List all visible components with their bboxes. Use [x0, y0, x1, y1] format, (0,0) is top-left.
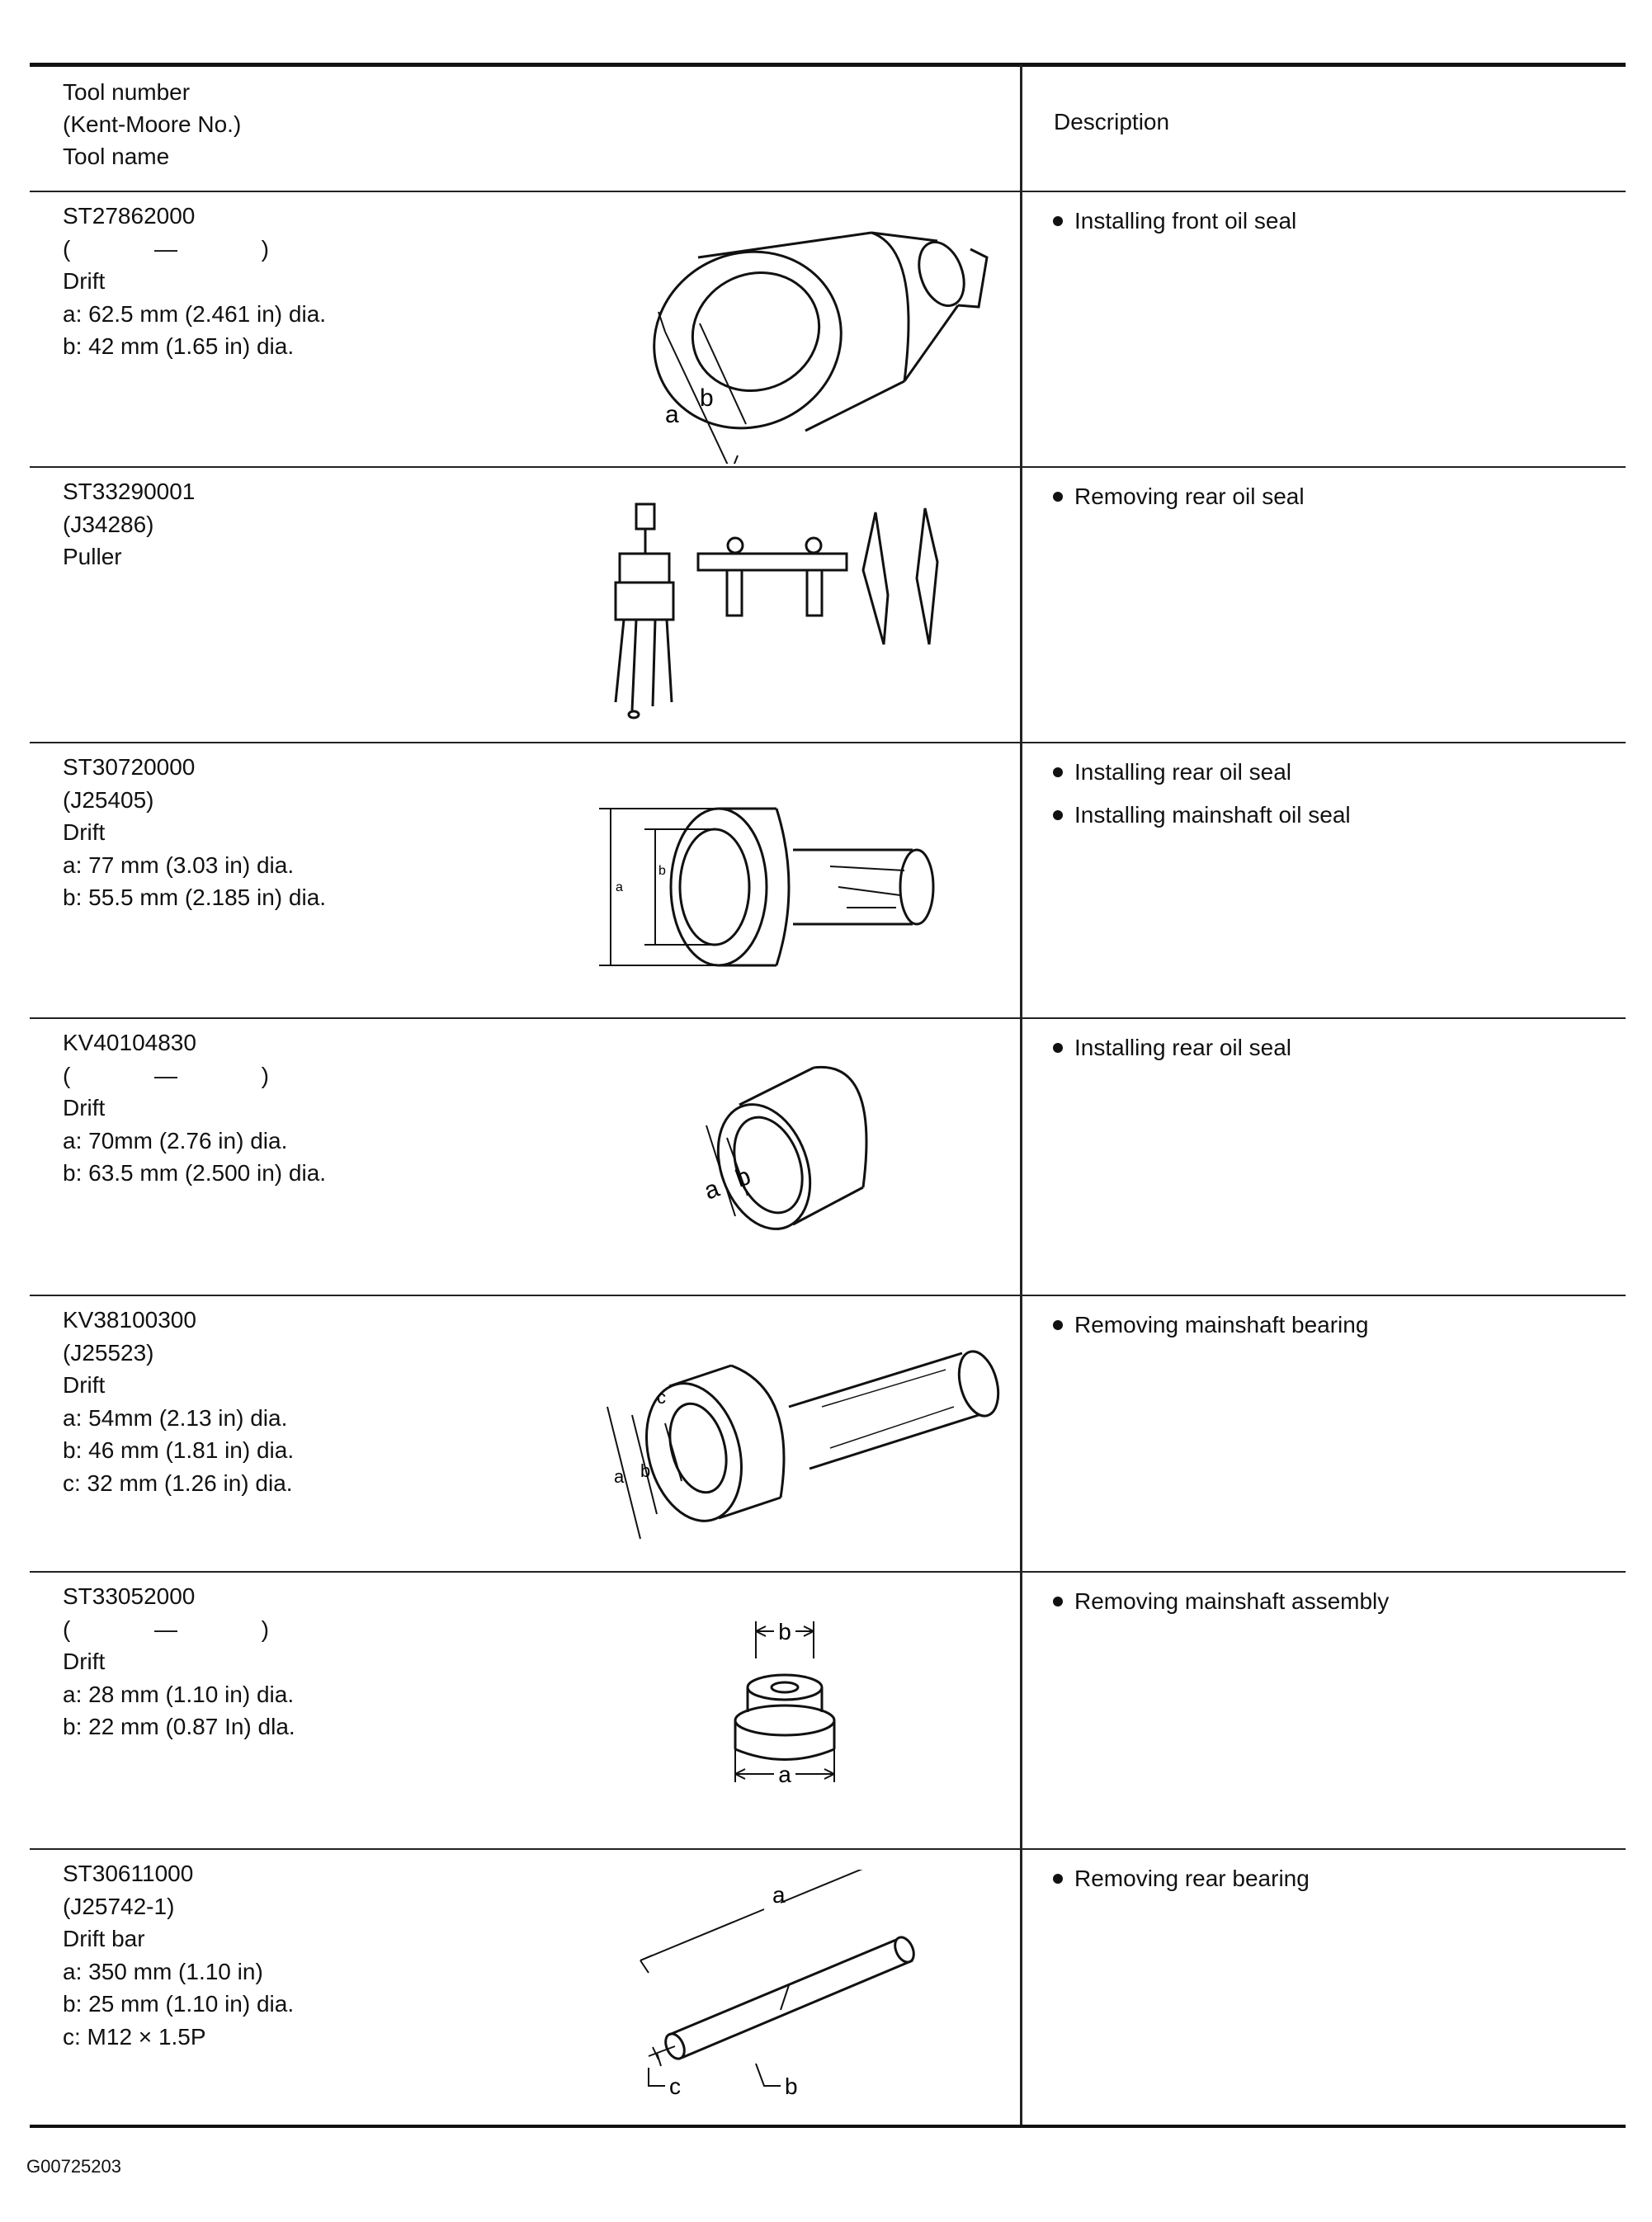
- tool-info: [63, 1026, 326, 1190]
- tool-row: [30, 1018, 1626, 1293]
- tool-info: [63, 1580, 295, 1743]
- tool-name: Drift: [63, 268, 106, 294]
- tool-name: Drift: [63, 1649, 106, 1674]
- dim-label-b: b: [700, 384, 714, 412]
- bullet-icon: [1053, 1597, 1063, 1606]
- tool-spec: b: 63.5 mm (2.500 in) dia.: [63, 1160, 327, 1186]
- dim-label-c: c: [669, 2073, 681, 2099]
- drift-bar-drawing: [624, 1870, 970, 2109]
- description-item: Installing rear oil seal: [1053, 1026, 1291, 1069]
- kent-moore-number: ( — ): [63, 1616, 269, 1642]
- tool-spec: b: 42 mm (1.65 in) dia.: [63, 333, 295, 359]
- tool-spec: a: 350 mm (1.10 in): [63, 1958, 263, 1984]
- figure-id: G00725203: [26, 2156, 121, 2177]
- description-item: Installing rear oil seal: [1053, 751, 1351, 794]
- bullet-icon: [1053, 216, 1063, 226]
- tool-number: ST33052000: [63, 1583, 196, 1609]
- tool-descriptions: [1053, 200, 1296, 243]
- tool-descriptions: [1053, 475, 1305, 518]
- tool-spec: c: M12 × 1.5P: [63, 2023, 206, 2050]
- tool-descriptions: [1053, 1580, 1389, 1623]
- tool-number: ST30611000: [63, 1861, 194, 1886]
- puller-drawing: [591, 496, 1003, 735]
- tool-number: ST30720000: [63, 754, 196, 780]
- tool-row: [30, 191, 1626, 466]
- tool-name: Drift bar: [63, 1926, 145, 1951]
- description-column-header: Description: [1054, 109, 1170, 134]
- dim-label-a: a: [701, 1174, 724, 1205]
- bullet-icon: [1053, 767, 1063, 777]
- tool-spec: b: 46 mm (1.81 in) dia.: [63, 1437, 295, 1463]
- dim-label-c: c: [657, 1387, 666, 1408]
- bullet-icon: [1053, 492, 1063, 502]
- dim-label-b: b: [785, 2073, 798, 2099]
- table-top-rule: [30, 63, 1626, 67]
- drift-drawing: [599, 804, 1012, 994]
- header-tool-name: Tool name: [63, 144, 170, 169]
- dim-label-a: a: [665, 401, 679, 428]
- description-item: Installing mainshaft oil seal: [1053, 794, 1351, 837]
- tool-info: [63, 200, 326, 363]
- tool-spec: c: 32 mm (1.26 in) dia.: [63, 1470, 293, 1496]
- tool-info: [63, 475, 195, 573]
- tool-spec: a: 77 mm (3.03 in) dia.: [63, 852, 295, 878]
- tool-info: [63, 1857, 294, 2053]
- header-tool-number: Tool number: [63, 79, 191, 105]
- tool-spec: b: 55.5 mm (2.185 in) dia.: [63, 885, 327, 910]
- bullet-icon: [1053, 810, 1063, 820]
- drift-drawing: [607, 208, 1020, 464]
- dim-label-b: b: [640, 1460, 651, 1481]
- drift-drawing: [673, 1051, 921, 1274]
- tool-row: [30, 1572, 1626, 1847]
- tool-name: Drift: [63, 1095, 106, 1120]
- bullet-icon: [1053, 1320, 1063, 1330]
- description-item: Removing mainshaft assembly: [1053, 1580, 1389, 1623]
- kent-moore-number: (J25742-1): [63, 1893, 175, 1919]
- drift-drawing: [574, 1324, 1020, 1564]
- tool-spec: b: 25 mm (1.10 in) dia.: [63, 1991, 295, 2017]
- table-bottom-rule: [30, 2125, 1626, 2128]
- tool-number: ST33290001: [63, 479, 196, 504]
- dim-label-b: b: [658, 864, 666, 878]
- drift-drawing: [706, 1613, 871, 1811]
- tool-name: Puller: [63, 544, 122, 569]
- kent-moore-number: ( — ): [63, 235, 269, 262]
- description-item: Removing mainshaft bearing: [1053, 1304, 1368, 1347]
- bullet-icon: [1053, 1043, 1063, 1053]
- dim-label-b: b: [778, 1619, 791, 1644]
- tool-descriptions: [1053, 1304, 1368, 1347]
- tool-spec: b: 22 mm (0.87 In) dla.: [63, 1714, 295, 1739]
- tool-number: ST27862000: [63, 203, 196, 229]
- tool-number: KV40104830: [63, 1030, 196, 1055]
- tool-info: [63, 751, 326, 914]
- dim-label-a: a: [772, 1882, 786, 1908]
- kent-moore-number: (J25405): [63, 786, 154, 813]
- tool-descriptions: [1053, 1857, 1310, 1900]
- tool-spec: a: 28 mm (1.10 in) dia.: [63, 1681, 295, 1707]
- description-item: Removing rear oil seal: [1053, 475, 1305, 518]
- tool-name: Drift: [63, 819, 106, 845]
- tool-row: [30, 1849, 1626, 2124]
- kent-moore-number: (J25523): [63, 1339, 154, 1366]
- tool-spec: a: 54mm (2.13 in) dia.: [63, 1404, 288, 1431]
- tool-column-header: [63, 76, 241, 172]
- tool-spec: a: 62.5 mm (2.461 in) dia.: [63, 300, 327, 327]
- description-item: Installing front oil seal: [1053, 200, 1296, 243]
- header-kent-moore: (Kent-Moore No.): [63, 111, 242, 137]
- tool-descriptions: [1053, 751, 1351, 837]
- tool-row: [30, 467, 1626, 742]
- dim-label-a: a: [778, 1762, 791, 1787]
- dim-label-b: b: [732, 1162, 755, 1193]
- tool-descriptions: [1053, 1026, 1291, 1069]
- tool-name: Drift: [63, 1372, 106, 1398]
- tool-row: [30, 1295, 1626, 1570]
- tool-number: KV38100300: [63, 1307, 196, 1333]
- tool-row: [30, 743, 1626, 1017]
- kent-moore-number: (J34286): [63, 511, 154, 537]
- kent-moore-number: ( — ): [63, 1062, 269, 1088]
- bullet-icon: [1053, 1874, 1063, 1884]
- dim-label-a: a: [614, 1466, 625, 1487]
- dim-label-a: a: [616, 880, 623, 894]
- tool-spec: a: 70mm (2.76 in) dia.: [63, 1127, 288, 1153]
- tool-info: [63, 1304, 294, 1499]
- description-item: Removing rear bearing: [1053, 1857, 1310, 1900]
